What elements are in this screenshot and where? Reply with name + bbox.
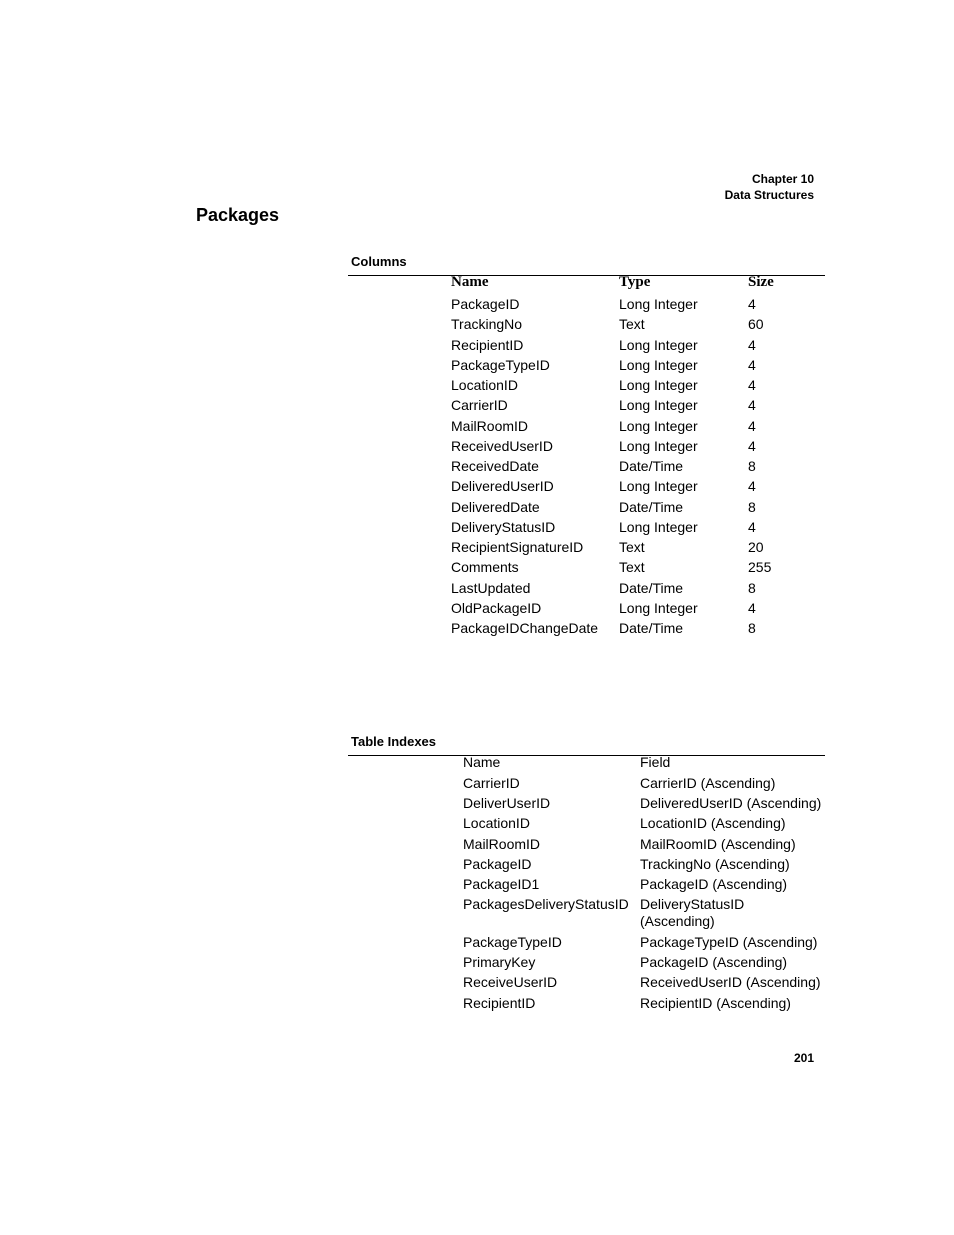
column-name-cell: PackageTypeID <box>451 356 550 373</box>
index-field-cell: DeliveredUserID (Ascending) <box>640 795 822 811</box>
index-name-cell: MailRoomID <box>463 836 541 852</box>
index-name-cell: PackageTypeID <box>463 934 562 950</box>
index-header-name: Name <box>463 754 501 770</box>
index-header-field: Field <box>640 754 671 770</box>
column-size-cell: 255 <box>748 559 772 576</box>
column-name-cell: LocationID <box>451 377 518 393</box>
indexes-divider <box>348 755 825 756</box>
column-name-cell: PackageIDChangeDate <box>451 620 599 636</box>
column-size-cell: 4 <box>748 518 756 535</box>
column-size-cell: 4 <box>748 397 756 414</box>
index-field-cell: DeliveryStatusID <box>640 896 745 912</box>
index-name-cell: PackageID1 <box>463 876 540 892</box>
column-name-cell: LastUpdated <box>451 579 531 596</box>
index-field-cell: CarrierID (Ascending) <box>640 775 776 791</box>
column-name-cell: RecipientSignatureID <box>451 539 584 555</box>
column-size-cell: 4 <box>748 336 756 353</box>
page-number: 201 <box>793 1051 814 1065</box>
index-field-cell: TrackingNo (Ascending) <box>640 856 790 872</box>
column-type-cell: Long Integer <box>619 437 698 454</box>
column-type-cell: Text <box>619 559 645 576</box>
index-name-cell: DeliverUserID <box>463 795 551 811</box>
index-field-cell: RecipientID (Ascending) <box>640 995 791 1011</box>
chapter-label: Chapter 10 <box>751 172 814 186</box>
column-name-cell: TrackingNo <box>451 316 523 333</box>
column-name-cell: DeliveryStatusID <box>451 518 556 535</box>
column-name-cell: ReceivedUserID <box>451 437 553 454</box>
index-field-cell: PackageID (Ascending) <box>640 954 788 970</box>
column-name-cell: OldPackageID <box>451 599 542 616</box>
column-size-cell: 8 <box>748 579 756 596</box>
column-type-cell: Date/Time <box>619 498 684 515</box>
indexes-section-label: Table Indexes <box>351 734 437 749</box>
column-type-cell: Long Integer <box>619 296 698 312</box>
index-name-cell: CarrierID <box>463 775 520 791</box>
column-name-cell: DeliveredDate <box>451 498 540 515</box>
column-header-type: Type <box>619 274 651 290</box>
column-size-cell: 4 <box>748 296 756 312</box>
column-type-cell: Date/Time <box>619 620 684 636</box>
column-size-cell: 8 <box>748 498 756 515</box>
index-field-cell: ReceivedUserID (Ascending) <box>640 974 821 990</box>
index-name-cell: ReceiveUserID <box>463 974 558 990</box>
index-field-cell-continued: (Ascending) <box>640 913 715 929</box>
index-field-cell: MailRoomID (Ascending) <box>640 836 796 852</box>
chapter-subtitle: Data Structures <box>724 188 814 202</box>
column-name-cell: DeliveredUserID <box>451 478 554 495</box>
page-title: Packages <box>196 205 280 225</box>
column-type-cell: Date/Time <box>619 458 684 474</box>
index-field-cell: PackageID (Ascending) <box>640 876 788 892</box>
index-name-cell: PackagesDeliveryStatusID <box>463 896 629 912</box>
column-type-cell: Long Integer <box>619 397 698 414</box>
column-size-cell: 4 <box>748 377 756 393</box>
column-header-name: Name <box>451 274 489 290</box>
column-size-cell: 4 <box>748 437 756 454</box>
column-type-cell: Long Integer <box>619 356 698 373</box>
index-name-cell: LocationID <box>463 815 530 831</box>
column-size-cell: 4 <box>748 478 756 495</box>
column-type-cell: Long Integer <box>619 377 698 393</box>
column-name-cell: PackageID <box>451 296 520 312</box>
column-size-cell: 8 <box>748 620 756 636</box>
column-header-size: Size <box>748 274 774 290</box>
column-name-cell: CarrierID <box>451 397 508 414</box>
column-type-cell: Text <box>619 316 645 333</box>
column-type-cell: Date/Time <box>619 579 684 596</box>
column-type-cell: Long Integer <box>619 478 698 495</box>
index-name-cell: RecipientID <box>463 995 536 1011</box>
column-name-cell: MailRoomID <box>451 417 529 434</box>
column-type-cell: Long Integer <box>619 336 698 353</box>
column-name-cell: Comments <box>451 559 519 576</box>
column-type-cell: Long Integer <box>619 518 698 535</box>
index-field-cell: PackageTypeID (Ascending) <box>640 934 818 950</box>
index-field-cell: LocationID (Ascending) <box>640 815 786 831</box>
index-name-cell: PrimaryKey <box>463 954 536 970</box>
column-type-cell: Long Integer <box>619 417 698 434</box>
column-size-cell: 8 <box>748 458 756 474</box>
column-size-cell: 4 <box>748 599 756 616</box>
column-size-cell: 20 <box>748 539 764 555</box>
column-name-cell: ReceivedDate <box>451 458 539 474</box>
column-type-cell: Long Integer <box>619 599 698 616</box>
index-name-cell: PackageID <box>463 856 532 872</box>
column-name-cell: RecipientID <box>451 336 524 353</box>
column-size-cell: 4 <box>748 417 756 434</box>
column-size-cell: 4 <box>748 356 756 373</box>
column-size-cell: 60 <box>748 316 764 333</box>
column-type-cell: Text <box>619 539 645 555</box>
columns-section-label: Columns <box>351 254 407 269</box>
